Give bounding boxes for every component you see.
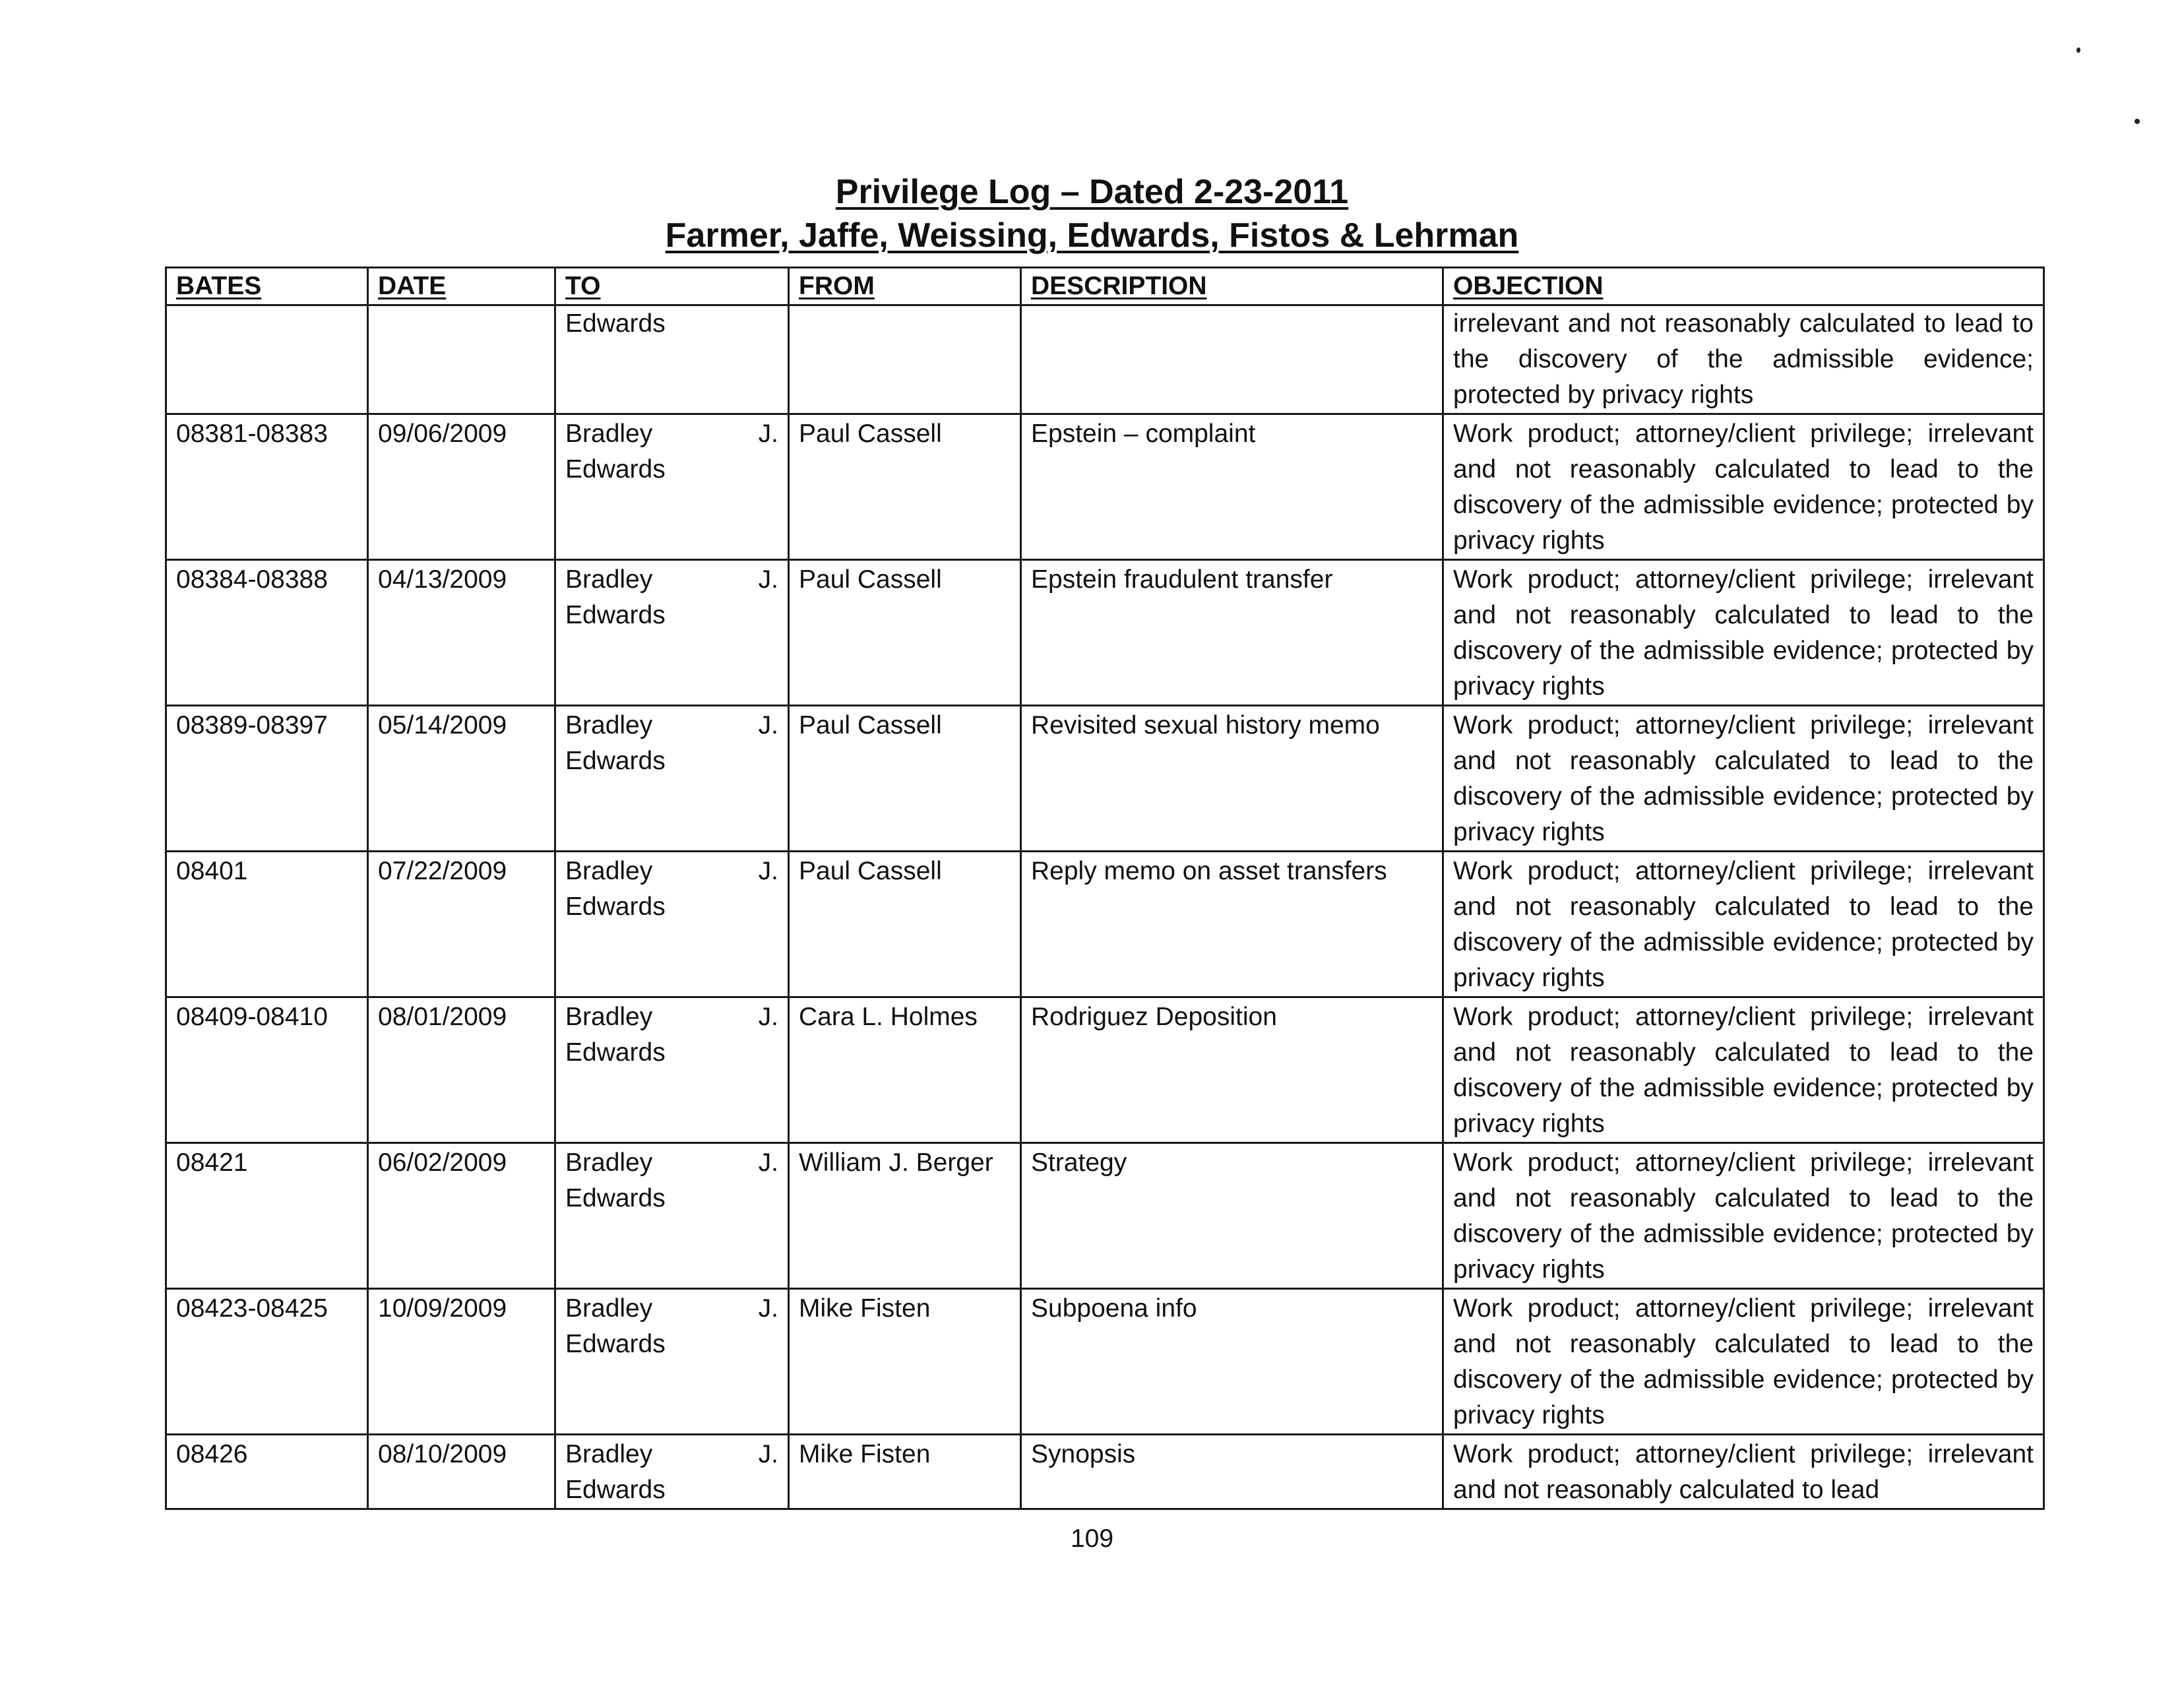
to-first-name: Bradley: [565, 857, 653, 885]
privilege-log-table: [165, 266, 2045, 1510]
cell-from: Paul Cassell: [789, 852, 1021, 997]
title-block: [0, 170, 2184, 257]
header-objection: OBJECTION: [1443, 268, 2044, 305]
document-subtitle: Farmer, Jaffe, Weissing, Edwards, Fistos & Lehrman: [665, 216, 1519, 255]
cell-to: [555, 706, 789, 852]
cell-bates: 08401: [166, 852, 368, 997]
cell-date: 08/01/2009: [368, 997, 555, 1143]
to-initial: J.: [758, 711, 778, 739]
scan-mark: [2076, 47, 2080, 53]
to-last-name: Edwards: [565, 747, 666, 775]
to-initial: J.: [758, 1148, 778, 1177]
cell-date: [368, 305, 555, 414]
to-last-name: Edwards: [565, 1330, 666, 1358]
header-bates: BATES: [166, 268, 368, 305]
cell-description: Synopsis: [1021, 1435, 1443, 1509]
cell-from: [789, 305, 1021, 414]
cell-description: Strategy: [1021, 1143, 1443, 1289]
header-date: DATE: [368, 268, 555, 305]
to-first-name: Bradley: [565, 1003, 653, 1031]
table-row-continuation: [166, 305, 2044, 414]
cell-description: [1021, 305, 1443, 414]
to-last-name: Edwards: [565, 455, 666, 484]
cell-date: 10/09/2009: [368, 1289, 555, 1435]
header-description: DESCRIPTION: [1021, 268, 1443, 305]
cell-description: Revisited sexual history memo: [1021, 706, 1443, 852]
cell-bates: 08421: [166, 1143, 368, 1289]
to-initial: J.: [758, 1440, 778, 1468]
cell-to: [555, 852, 789, 997]
to-initial: J.: [758, 565, 778, 594]
to-first-name: Bradley: [565, 1440, 653, 1468]
to-last-name: Edwards: [565, 1038, 666, 1067]
cell-to: [555, 997, 789, 1143]
document-title: Privilege Log – Dated 2-23-2011: [835, 173, 1349, 211]
cell-bates: 08384-08388: [166, 560, 368, 706]
cell-objection: Work product; attorney/client privilege; irrelevant and not reasonably calculated to lead to the discovery of the admissible evidence; protected by privacy rights: [1443, 1289, 2044, 1435]
table-row: [166, 414, 2044, 560]
cell-date: 05/14/2009: [368, 706, 555, 852]
table-row: [166, 1289, 2044, 1435]
table-row: [166, 706, 2044, 852]
cell-to: [555, 1289, 789, 1435]
cell-bates: 08409-08410: [166, 997, 368, 1143]
cell-objection: irrelevant and not reasonably calculated to lead to the discovery of the admissible evidence; protected by privacy rights: [1443, 305, 2044, 414]
cell-from: Paul Cassell: [789, 414, 1021, 560]
to-first-name: Bradley: [565, 1148, 653, 1177]
table-row: [166, 852, 2044, 997]
cell-bates: 08381-08383: [166, 414, 368, 560]
cell-from: Cara L. Holmes: [789, 997, 1021, 1143]
cell-bates: [166, 305, 368, 414]
to-first-name: Bradley: [565, 565, 653, 594]
cell-from: Mike Fisten: [789, 1289, 1021, 1435]
cell-description: Epstein – complaint: [1021, 414, 1443, 560]
table-row: [166, 1435, 2044, 1509]
cell-to: [555, 560, 789, 706]
to-initial: J.: [758, 420, 778, 448]
cell-objection: Work product; attorney/client privilege; irrelevant and not reasonably calculated to lead to the discovery of the admissible evidence; protected by privacy rights: [1443, 560, 2044, 706]
cell-bates: 08423-08425: [166, 1289, 368, 1435]
cell-to: Edwards: [555, 305, 789, 414]
cell-from: Mike Fisten: [789, 1435, 1021, 1509]
table-row: [166, 560, 2044, 706]
to-initial: J.: [758, 857, 778, 885]
table-row: [166, 1143, 2044, 1289]
to-last-name: Edwards: [565, 601, 666, 629]
table-row: [166, 997, 2044, 1143]
cell-date: 08/10/2009: [368, 1435, 555, 1509]
cell-from: Paul Cassell: [789, 560, 1021, 706]
cell-description: Subpoena info: [1021, 1289, 1443, 1435]
cell-description: Rodriguez Deposition: [1021, 997, 1443, 1143]
to-last-name: Edwards: [565, 1184, 666, 1212]
cell-date: 07/22/2009: [368, 852, 555, 997]
cell-objection: Work product; attorney/client privilege; irrelevant and not reasonably calculated to lead to the discovery of the admissible evidence; protected by privacy rights: [1443, 997, 2044, 1143]
cell-bates: 08426: [166, 1435, 368, 1509]
to-last-name: Edwards: [565, 1476, 666, 1504]
cell-from: William J. Berger: [789, 1143, 1021, 1289]
cell-to: [555, 1435, 789, 1509]
header-to: TO: [555, 268, 789, 305]
cell-objection: Work product; attorney/client privilege; irrelevant and not reasonably calculated to lead to the discovery of the admissible evidence; protected by privacy rights: [1443, 852, 2044, 997]
page-number: 109: [1070, 1524, 1114, 1553]
cell-date: 04/13/2009: [368, 560, 555, 706]
header-from: FROM: [789, 268, 1021, 305]
to-last-name: Edwards: [565, 893, 666, 921]
cell-objection: Work product; attorney/client privilege; irrelevant and not reasonably calculated to lead to the discovery of the admissible evidence; protected by privacy rights: [1443, 706, 2044, 852]
scan-mark: [2135, 119, 2140, 124]
to-first-name: Bradley: [565, 420, 653, 448]
cell-to: [555, 1143, 789, 1289]
cell-description: Reply memo on asset transfers: [1021, 852, 1443, 997]
to-initial: J.: [758, 1003, 778, 1031]
table-header-row: [166, 268, 2044, 305]
cell-to: [555, 414, 789, 560]
cell-objection: Work product; attorney/client privilege; irrelevant and not reasonably calculated to lead: [1443, 1435, 2044, 1509]
cell-objection: Work product; attorney/client privilege; irrelevant and not reasonably calculated to lead to the discovery of the admissible evidence; protected by privacy rights: [1443, 414, 2044, 560]
cell-objection: Work product; attorney/client privilege; irrelevant and not reasonably calculated to lead to the discovery of the admissible evidence; protected by privacy rights: [1443, 1143, 2044, 1289]
to-first-name: Bradley: [565, 1294, 653, 1323]
cell-description: Epstein fraudulent transfer: [1021, 560, 1443, 706]
to-first-name: Bradley: [565, 711, 653, 739]
to-initial: J.: [758, 1294, 778, 1323]
cell-date: 09/06/2009: [368, 414, 555, 560]
cell-date: 06/02/2009: [368, 1143, 555, 1289]
cell-bates: 08389-08397: [166, 706, 368, 852]
cell-from: Paul Cassell: [789, 706, 1021, 852]
